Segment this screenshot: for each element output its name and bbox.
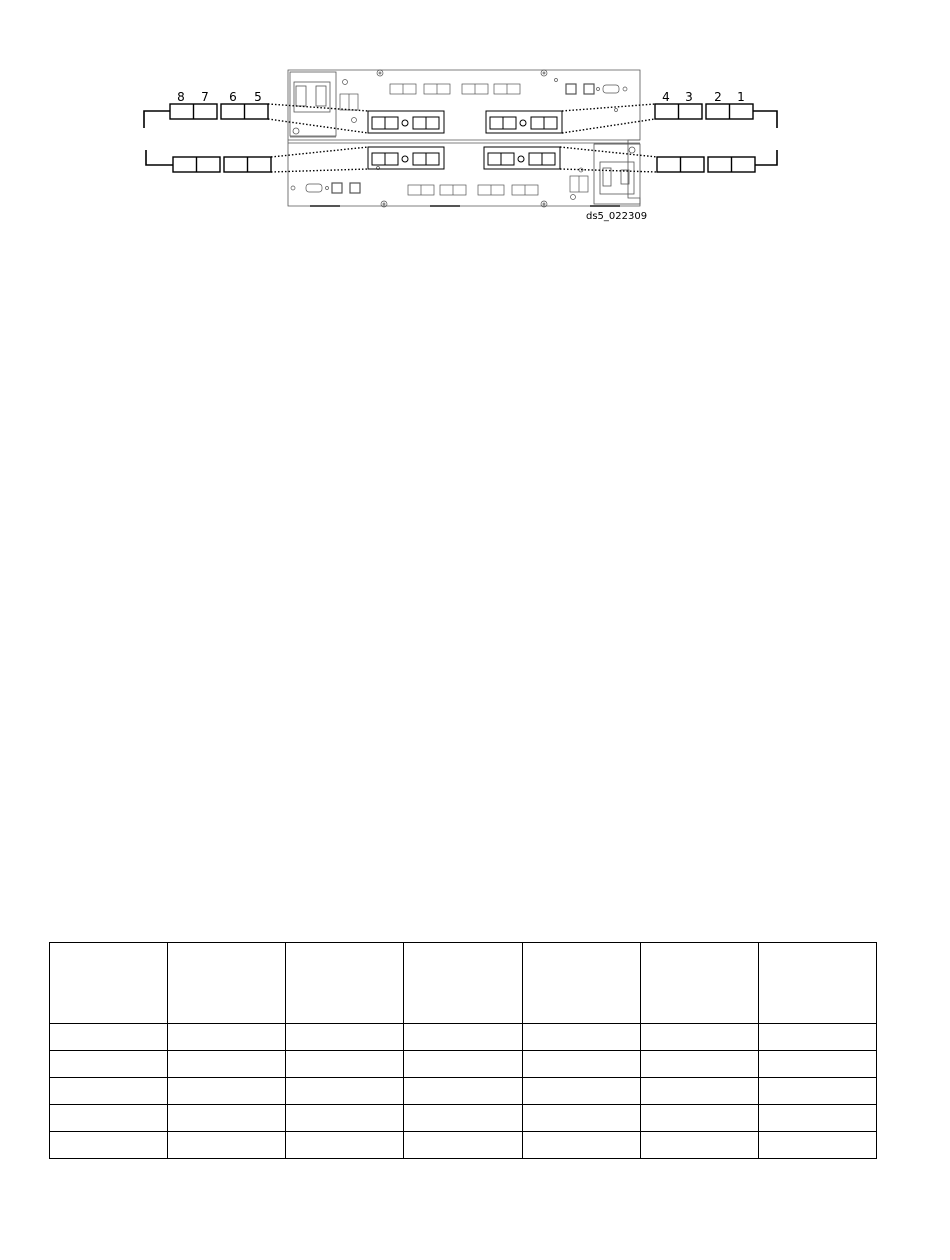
enlarged-ports-top-right	[655, 104, 777, 128]
controller-chassis	[288, 70, 640, 206]
table-cell	[522, 1132, 640, 1159]
enlarged-ports-top-left	[144, 104, 268, 128]
table-cell	[758, 1078, 876, 1105]
enlarged-ports-bottom-left	[146, 150, 271, 172]
table-cell	[286, 1105, 404, 1132]
table-cell	[522, 1024, 640, 1051]
table-cell	[404, 1078, 522, 1105]
port-label-4: 4	[662, 90, 670, 104]
table-header-row	[50, 943, 877, 1024]
table-cell	[522, 1051, 640, 1078]
lower-controller-details	[291, 167, 588, 208]
table-cell	[758, 1024, 876, 1051]
table-cell	[758, 1132, 876, 1159]
table-cell	[50, 1051, 168, 1078]
power-supply-upper	[290, 72, 336, 137]
table-cell	[50, 1132, 168, 1159]
table-cell	[286, 1024, 404, 1051]
table-cell	[50, 1105, 168, 1132]
table-cell	[640, 1051, 758, 1078]
enlarged-ports-bottom-right	[657, 150, 777, 172]
port-label-2: 2	[714, 90, 722, 104]
table-cell	[640, 1132, 758, 1159]
table-cell	[404, 1132, 522, 1159]
table-row	[50, 1078, 877, 1105]
port-label-8: 8	[177, 90, 185, 104]
port-label-3: 3	[685, 90, 693, 104]
table-cell	[168, 1132, 286, 1159]
table-cell	[522, 943, 640, 1024]
table-cell	[758, 1105, 876, 1132]
port-label-7: 7	[201, 90, 209, 104]
table-cell	[522, 1078, 640, 1105]
table-cell	[168, 1105, 286, 1132]
port-label-5: 5	[254, 90, 262, 104]
table-cell	[168, 943, 286, 1024]
table-cell	[404, 943, 522, 1024]
table-cell	[758, 1051, 876, 1078]
table-cell	[640, 1105, 758, 1132]
storage-controller-rear-diagram	[0, 0, 950, 240]
table-cell	[286, 1078, 404, 1105]
table-cell	[640, 1078, 758, 1105]
table-row	[50, 1105, 877, 1132]
port-label-1: 1	[737, 90, 745, 104]
table-cell	[640, 943, 758, 1024]
figure-code: ds5_022309	[586, 211, 648, 222]
table-cell	[522, 1105, 640, 1132]
table-cell	[404, 1105, 522, 1132]
empty-table	[49, 942, 877, 1159]
upper-controller-details	[340, 70, 627, 123]
table-cell	[50, 943, 168, 1024]
table-row	[50, 1024, 877, 1051]
table-cell	[758, 943, 876, 1024]
table-cell	[50, 1024, 168, 1051]
table-cell	[168, 1051, 286, 1078]
table-cell	[404, 1051, 522, 1078]
callout-lines	[268, 104, 657, 172]
table-cell	[168, 1024, 286, 1051]
table-cell	[168, 1078, 286, 1105]
table-row	[50, 1132, 877, 1159]
table-cell	[50, 1078, 168, 1105]
table-cell	[286, 1051, 404, 1078]
table-row	[50, 1051, 877, 1078]
table-cell	[286, 943, 404, 1024]
table-cell	[640, 1024, 758, 1051]
table-cell	[286, 1132, 404, 1159]
port-label-6: 6	[229, 90, 237, 104]
table-cell	[404, 1024, 522, 1051]
